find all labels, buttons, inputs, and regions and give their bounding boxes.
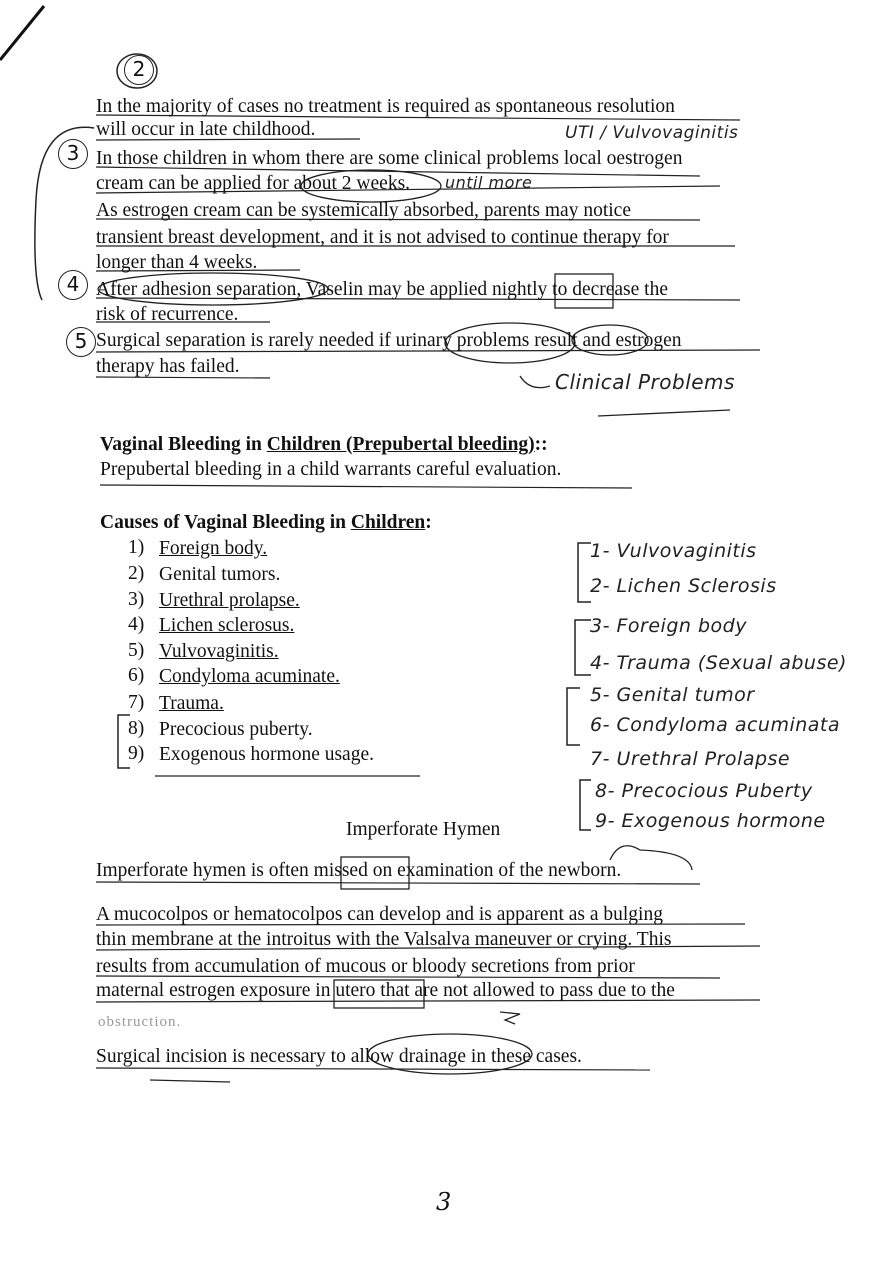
list-item-number: 9) xyxy=(128,743,145,764)
bleeding-heading: Vaginal Bleeding in Children (Prepubertal bleeding):: xyxy=(100,434,548,455)
treatment-line: In the majority of cases no treatment is required as spontaneous resolution xyxy=(96,96,675,117)
handwritten-note: 9- Exogenous hormone xyxy=(595,810,826,832)
step-number-circle: 4 xyxy=(58,270,88,300)
list-item: Urethral prolapse. xyxy=(159,590,300,611)
list-item: Genital tumors. xyxy=(159,564,281,585)
list-item: Precocious puberty. xyxy=(159,719,313,740)
treatment-line: therapy has failed. xyxy=(96,356,240,377)
handwritten-note: UTI / Vulvovaginitis xyxy=(565,123,739,143)
handwritten-note: Clinical Problems xyxy=(555,370,735,394)
treatment-line: In those children in whom there are some clinical problems local oestrogen xyxy=(96,148,683,169)
treatment-line: risk of recurrence. xyxy=(96,304,239,325)
list-item-number: 2) xyxy=(128,563,145,584)
hymen-paragraph-line: obstruction. xyxy=(98,1014,182,1030)
handwritten-note: 2- Lichen Sclerosis xyxy=(590,575,777,597)
hymen-paragraph: Imperforate hymen is often missed on examination of the newborn. xyxy=(96,860,622,881)
bleeding-intro: Prepubertal bleeding in a child warrants careful evaluation. xyxy=(100,459,562,480)
page-number: 3 xyxy=(436,1188,452,1216)
treatment-line: transient breast development, and it is not advised to continue therapy for xyxy=(96,227,669,248)
handwritten-note: 3- Foreign body xyxy=(590,615,747,637)
list-item: Foreign body. xyxy=(159,538,268,559)
step-number-circle: 5 xyxy=(66,327,96,357)
hymen-paragraph-line: maternal estrogen exposure in utero that are not allowed to pass due to the xyxy=(96,980,675,1001)
list-item: Vulvovaginitis. xyxy=(159,641,279,662)
list-item-number: 5) xyxy=(128,640,145,661)
list-item-number: 6) xyxy=(128,665,145,686)
hymen-paragraph-line: A mucocolpos or hematocolpos can develop and is apparent as a bulging xyxy=(96,904,663,925)
list-item-number: 1) xyxy=(128,537,145,558)
section-title: Imperforate Hymen xyxy=(346,819,501,840)
list-item: Trauma. xyxy=(159,693,224,714)
causes-heading: Causes of Vaginal Bleeding in Children: xyxy=(100,512,432,533)
list-item: Lichen sclerosus. xyxy=(159,615,295,636)
list-item: Exogenous hormone usage. xyxy=(159,744,374,765)
handwritten-note: 6- Condyloma acuminata xyxy=(590,714,841,736)
treatment-line: longer than 4 weeks. xyxy=(96,252,258,273)
treatment-line: After adhesion separation, Vaselin may be applied nightly to decrease the xyxy=(96,279,668,300)
list-item-number: 7) xyxy=(128,692,145,713)
handwritten-note: until more xyxy=(445,173,533,192)
list-item-number: 8) xyxy=(128,718,145,739)
list-item: Condyloma acuminate. xyxy=(159,666,340,687)
list-item-number: 4) xyxy=(128,614,145,635)
treatment-line: Surgical separation is rarely needed if urinary problems result and estrogen xyxy=(96,330,682,351)
treatment-line: cream can be applied for about 2 weeks. xyxy=(96,173,411,194)
handwritten-note: 7- Urethral Prolapse xyxy=(590,748,791,770)
hymen-paragraph-line: thin membrane at the introitus with the Valsalva maneuver or crying. This xyxy=(96,929,672,950)
handwritten-note: 5- Genital tumor xyxy=(590,684,755,706)
treatment-line: will occur in late childhood. xyxy=(96,119,316,140)
handwritten-note: 4- Trauma (Sexual abuse) xyxy=(590,652,847,674)
treatment-line: As estrogen cream can be systemically absorbed, parents may notice xyxy=(96,200,631,221)
handwritten-note: 1- Vulvovaginitis xyxy=(590,540,757,562)
step-number-circle: 2 xyxy=(124,55,154,85)
hymen-paragraph-line: results from accumulation of mucous or bloody secretions from prior xyxy=(96,956,635,977)
list-item-number: 3) xyxy=(128,589,145,610)
handwritten-note: 8- Precocious Puberty xyxy=(595,780,813,802)
step-number-circle: 3 xyxy=(58,139,88,169)
hymen-paragraph: Surgical incision is necessary to allow drainage in these cases. xyxy=(96,1046,582,1067)
